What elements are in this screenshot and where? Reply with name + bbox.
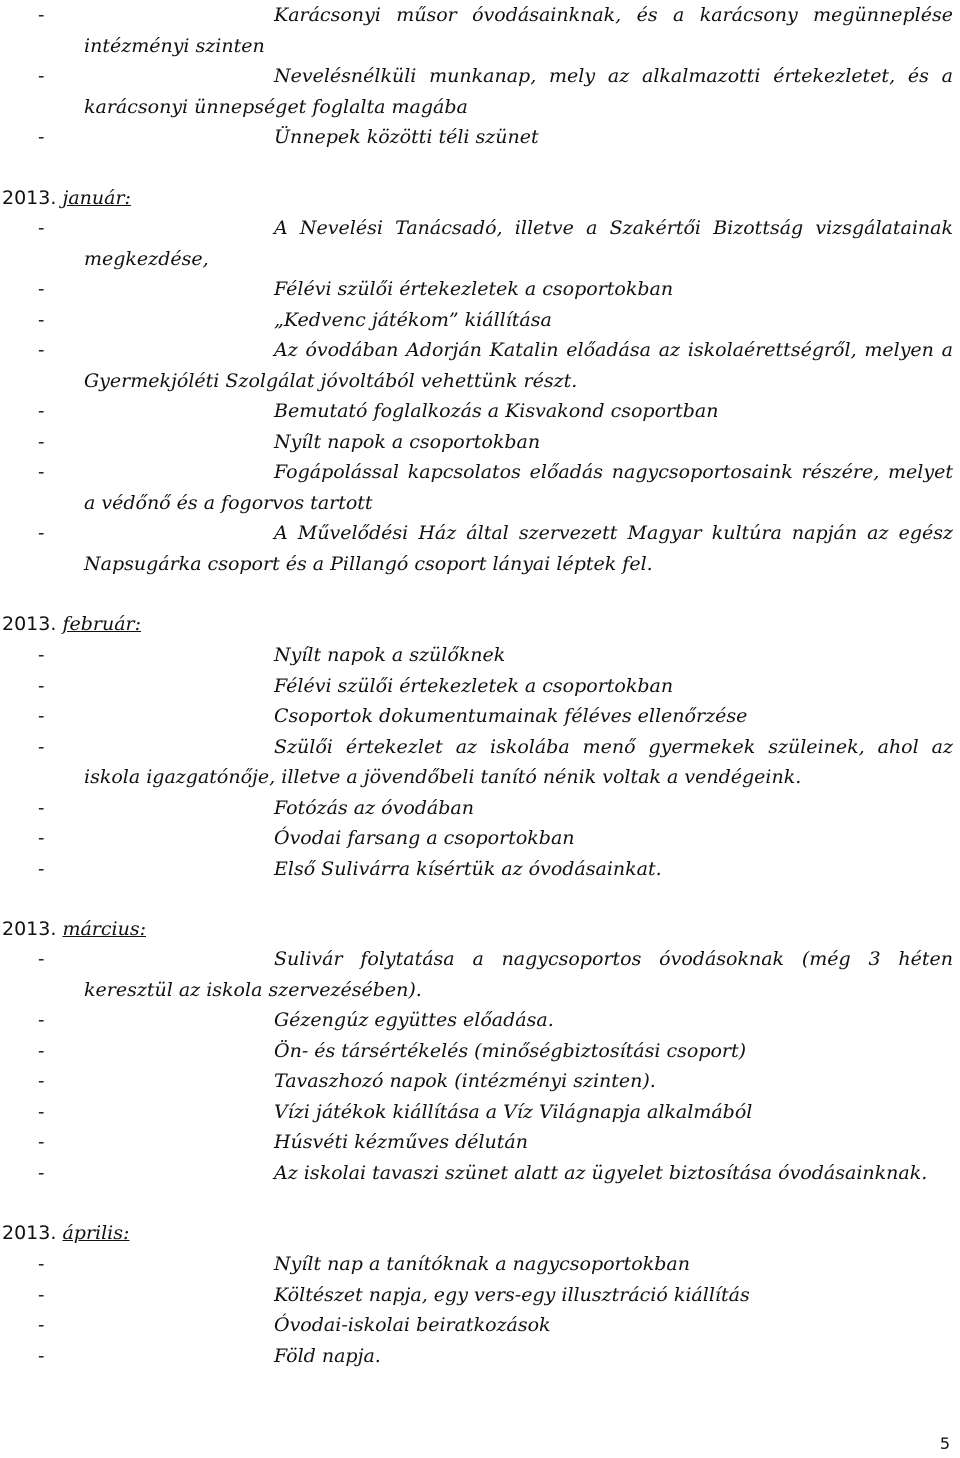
list-item: - Nyílt nap a tanítóknak a nagycsoportokban [38,1253,690,1275]
list-item: - Csoportok dokumentumainak féléves ellenőrzése [38,705,748,727]
heading-year: 2013. [2,918,57,940]
section-heading [2,914,146,944]
list-item: - Nyílt napok a szülőknek [38,644,506,666]
list-item: - Húsvéti kézműves délután [38,1131,528,1153]
list-item: - Bemutató foglalkozás a Kisvakond csoportban [38,400,719,422]
list-item: - Gézengúz együttes előadása. [38,1009,554,1031]
list-item: - A Művelődési Ház által szervezett Magyar kultúra napján az egész Napsugárka csoport és a Pillangó csoport lányai léptek fel. [38,522,953,575]
list-item: - Nyílt napok a csoportokban [38,430,541,453]
section-heading [2,183,131,213]
february-list [38,640,953,884]
heading-year: 2013. [2,1222,57,1244]
section-heading [2,609,141,639]
section-heading [2,1218,129,1248]
list-item: - Óvodai farsang a csoportokban [38,827,575,849]
list-item: - Az iskolai tavaszi szünet alatt az ügyelet biztosítása óvodásainknak. [38,1161,928,1184]
list-item: - Félévi szülői értekezletek a csoportokban [38,674,674,697]
list-item: - Vízi játékok kiállítása a Víz Világnapja alkalmából [38,1100,753,1123]
heading-month: január: [62,187,131,209]
list-item: - Nevelésnélküli munkanap, mely az alkalmazotti értekezletet, és a karácsonyi ünnepséget foglalta magába [38,65,953,118]
january-list [38,213,953,579]
december-list [38,0,953,153]
april-list [38,1249,953,1371]
heading-month: április: [62,1222,130,1244]
list-item: - Első Sulivárra kísértük az óvodásainkat. [38,857,662,880]
list-item: - Fotózás az óvodában [38,796,474,819]
heading-month: március: [62,918,146,940]
list-item: - Karácsonyi műsor óvodásainknak, és a karácsony megünneplése intézményi szinten [38,4,953,57]
list-item: - Fogápolással kapcsolatos előadás nagycsoportosaink részére, melyet a védőnő és a fogorvos tartott [38,461,953,514]
heading-year: 2013. [2,613,57,635]
list-item: - „Kedvenc játékom” kiállítása [38,308,552,331]
list-item: - Az óvodában Adorján Katalin előadása az iskolaérettségről, melyen a Gyermekjóléti Szolgálat jóvoltából vehettünk részt. [38,339,953,392]
list-item: - Sulivár folytatása a nagycsoportos óvodásoknak (még 3 héten keresztül az iskola szervezésében). [38,948,953,1001]
heading-month: február: [62,613,142,635]
list-item: - Félévi szülői értekezletek a csoportokban [38,278,674,300]
list-item: - Ön- és társértékelés (minőségbiztosítási csoport) [38,1039,747,1062]
list-item: - A Nevelési Tanácsadó, illetve a Szakértői Bizottság vizsgálatainak megkezdése, [38,217,953,270]
list-item: - Föld napja. [38,1344,381,1367]
list-item: - Költészet napja, egy vers-egy illusztráció kiállítás [38,1283,750,1306]
list-item: - Szülői értekezlet az iskolába menő gyermekek szüleinek, ahol az iskola igazgatónője, illetve a jövendőbeli tanító nénik voltak a vendégeink. [38,735,953,788]
list-item: - Tavaszhozó napok (intézményi szinten). [38,1070,656,1092]
march-list [38,944,953,1188]
list-item: - Ünnepek közötti téli szünet [38,126,539,148]
page-number: 5 [939,1434,950,1453]
list-item: - Óvodai-iskolai beiratkozások [38,1314,551,1336]
heading-year: 2013. [2,187,57,209]
